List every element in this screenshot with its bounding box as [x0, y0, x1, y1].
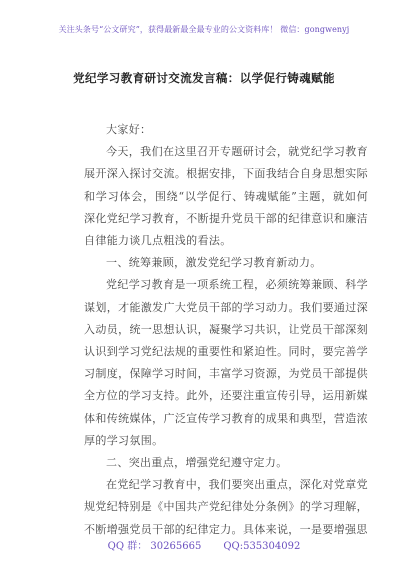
footer-qq-group: QQ 群： 30265665	[107, 541, 202, 552]
paragraph-section-1: 党纪学习教育是一项系统工程，必须统筹兼顾、科学谋划，才能激发广大党员干部的学习动力。我们要通过深入动员，统一思想认识，凝聚学习共识，让党员干部深刻认识到学习党纪法规的重要性和紧迫性。同时，要完善学习制度，保障学习时间，丰富学习资源，为党员干部提供全方位的学习支持。此外，还要注重宣传引导，运用新媒体和传统媒体，广泛宣传学习教育的成果和典型，营造浓厚的学习氛围。	[84, 278, 368, 447]
document-title: 党纪学习教育研讨交流发言稿：以学促行铸魂赋能	[73, 71, 335, 85]
document-body	[84, 119, 368, 541]
footer-contact	[0, 537, 408, 552]
salutation: 大家好：	[106, 123, 152, 136]
footer-qq: QQ:535304092	[223, 541, 301, 552]
header-note: 关注头条号“公文研究”，获得最新最全最专业的公文资料库！ 微信：gongwenyj	[58, 25, 350, 34]
section-heading-2: 二、突出重点，增强党纪遵守定力。	[106, 456, 288, 470]
paragraph-intro: 今天，我们在这里召开专题研讨会，就党纪学习教育展开深入探讨交流。根据安排，下面我结合自身思想实际和学习体会，围绕“以学促行、铸魂赋能”主题，就如何深化党纪学习教育，不断提升党员干部的纪律意识和廉洁自律能力谈几点粗浅的看法。	[84, 145, 368, 248]
paragraph-section-2: 在党纪学习教育中，我们要突出重点，深化对党章党规党纪特别是《中国共产党纪律处分条例》的学习理解，不断增强党员干部的纪律定力。具体来说，一是要增强思	[84, 478, 368, 536]
section-heading-1: 一、统筹兼顾，激发党纪学习教育新动力。	[106, 256, 322, 270]
